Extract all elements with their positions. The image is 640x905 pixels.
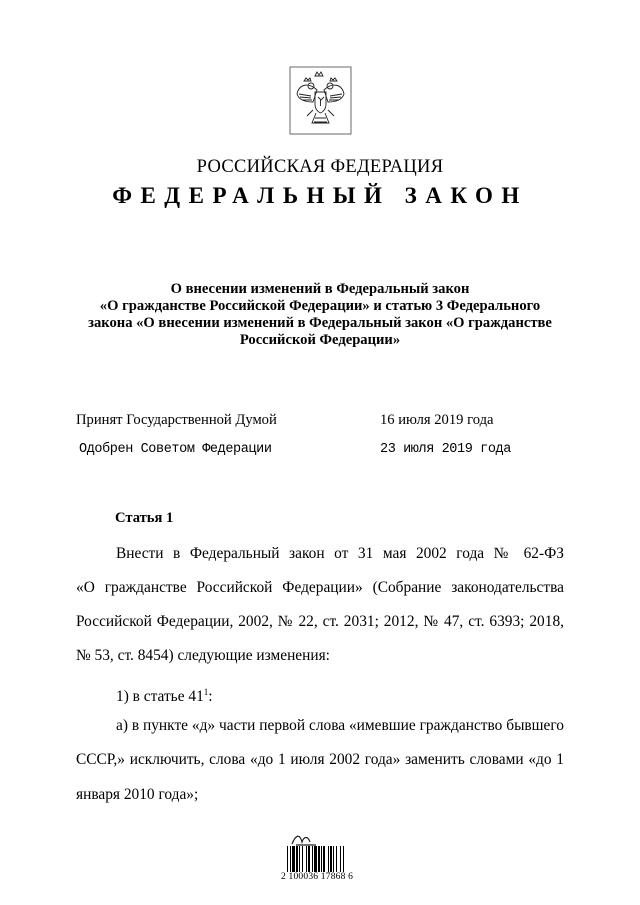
country-heading: РОССИЙСКАЯ ФЕДЕРАЦИЯ (196, 157, 444, 177)
item-1-text: 1) в статье 41 (116, 688, 204, 706)
adoption-date-duma: 16 июля 2019 года (380, 412, 494, 428)
article-paragraph-line: Внести в Федеральный закон от 31 мая 2002 года № 62-ФЗ (116, 545, 564, 562)
item-1-superscript: 1 (203, 687, 209, 697)
law-title-line: «О гражданстве Российской Федерации» и статью 3 Федерального (99, 298, 541, 314)
adoption-label-duma: Принят Государственной Думой (76, 412, 277, 428)
law-type-heading: ФЕДЕРАЛЬНЫЙ ЗАКОН (112, 183, 528, 208)
item-1 (116, 683, 213, 706)
barcode-number: 2 100036 17868 6 (281, 872, 354, 882)
article-heading: Статья 1 (115, 510, 174, 526)
article-paragraph-line: «О гражданстве Российской Федерации» (Собрание законодательства (76, 579, 564, 596)
article-paragraph-line: № 53, ст. 8454) следующие изменения: (76, 647, 330, 664)
law-title-line: закона «О внесении изменений в Федеральный закон «О гражданстве (88, 315, 552, 331)
article-paragraph-line: Российской Федерации, 2002, № 22, ст. 2031; 2012, № 47, ст. 6393; 2018, (76, 613, 564, 630)
item-1-colon: : (208, 688, 213, 706)
law-title-line: О внесении изменений в Федеральный закон (170, 281, 470, 297)
law-title-line: Российской Федерации» (239, 332, 401, 348)
adoption-label-council: Одобрен Советом Федерации (79, 442, 272, 457)
subitem-a-line: СССР,» исключить, слова «до 1 июля 2002 года» заменить словами «до 1 (76, 751, 564, 768)
subitem-a-line: января 2010 года»; (76, 786, 199, 803)
law-title (0, 281, 640, 349)
subitem-a-line: а) в пункте «д» части первой слова «имевшие гражданство бывшего (116, 717, 564, 734)
adoption-date-council: 23 июля 2019 года (380, 442, 511, 457)
state-emblem (289, 66, 352, 135)
barcode (287, 846, 353, 872)
